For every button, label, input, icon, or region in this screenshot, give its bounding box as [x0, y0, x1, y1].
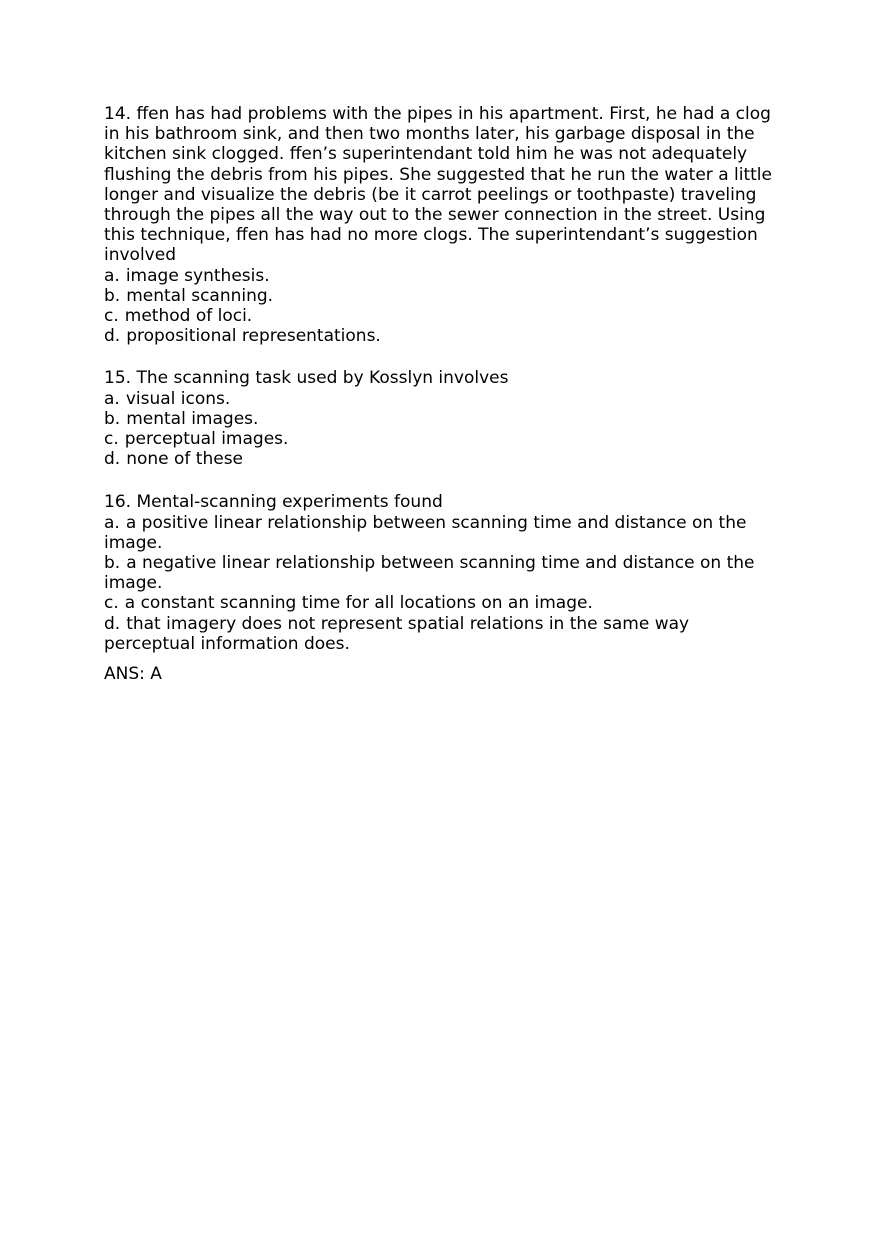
option-letter: d. — [104, 613, 121, 634]
option-text: image synthesis. — [125, 265, 270, 286]
option-b — [104, 286, 784, 306]
question-14 — [104, 104, 784, 346]
option-text: a constant scanning time for all locations on an image. — [124, 593, 593, 614]
option-list — [104, 389, 784, 470]
option-b — [104, 409, 784, 429]
option-letter: a. — [104, 388, 120, 409]
option-text: propositional representations. — [126, 326, 381, 347]
option-list — [104, 513, 784, 654]
option-text: visual icons. — [125, 388, 231, 409]
option-c — [104, 306, 784, 326]
option-a — [104, 389, 784, 409]
option-letter: b. — [104, 408, 121, 429]
option-a — [104, 513, 784, 553]
option-c — [104, 593, 784, 613]
option-letter: d. — [104, 449, 121, 470]
option-c — [104, 429, 784, 449]
answer-key: ANS: A — [104, 664, 162, 685]
option-text: method of loci. — [124, 306, 253, 327]
option-a — [104, 266, 784, 286]
option-d — [104, 326, 784, 346]
question-stem: 14. ffen has had problems with the pipes in his apartment. First, he had a clog in his bathroom sink, and then two months later, his garbage disposal in the kitchen sink clogged. ffen’s superintendant told him he was not adequately flushing the debris from his pipes. She suggested that he run the water a little longer and visualize the debris (be it carrot peelings or toothpaste) traveling through the pipes all the way out to the sewer connection in the street. Using this technique, ffen has had no more clogs. The superintendant’s suggestion involved — [104, 104, 772, 266]
option-text: none of these — [126, 449, 244, 470]
option-d — [104, 449, 784, 469]
option-letter: c. — [104, 593, 119, 614]
option-text: a positive linear relationship between scanning time and distance on the image. — [104, 512, 747, 553]
question-stem: 15. The scanning task used by Kosslyn involves — [104, 368, 509, 389]
question-15 — [104, 368, 784, 469]
option-letter: b. — [104, 285, 121, 306]
option-text: perceptual images. — [124, 429, 289, 450]
option-letter: b. — [104, 553, 121, 574]
question-16 — [104, 492, 784, 654]
option-letter: a. — [104, 265, 120, 286]
option-b — [104, 553, 784, 593]
option-list — [104, 266, 784, 347]
question-stem: 16. Mental-scanning experiments found — [104, 492, 443, 513]
option-letter: d. — [104, 326, 121, 347]
option-text: mental images. — [126, 408, 259, 429]
option-letter: a. — [104, 512, 120, 533]
option-letter: c. — [104, 429, 119, 450]
option-text: mental scanning. — [126, 285, 274, 306]
option-d — [104, 614, 784, 654]
option-text: that imagery does not represent spatial relations in the same way perceptual information does. — [104, 613, 690, 654]
option-text: a negative linear relationship between scanning time and distance on the image. — [104, 553, 755, 594]
option-letter: c. — [104, 306, 119, 327]
document-page — [104, 104, 784, 701]
